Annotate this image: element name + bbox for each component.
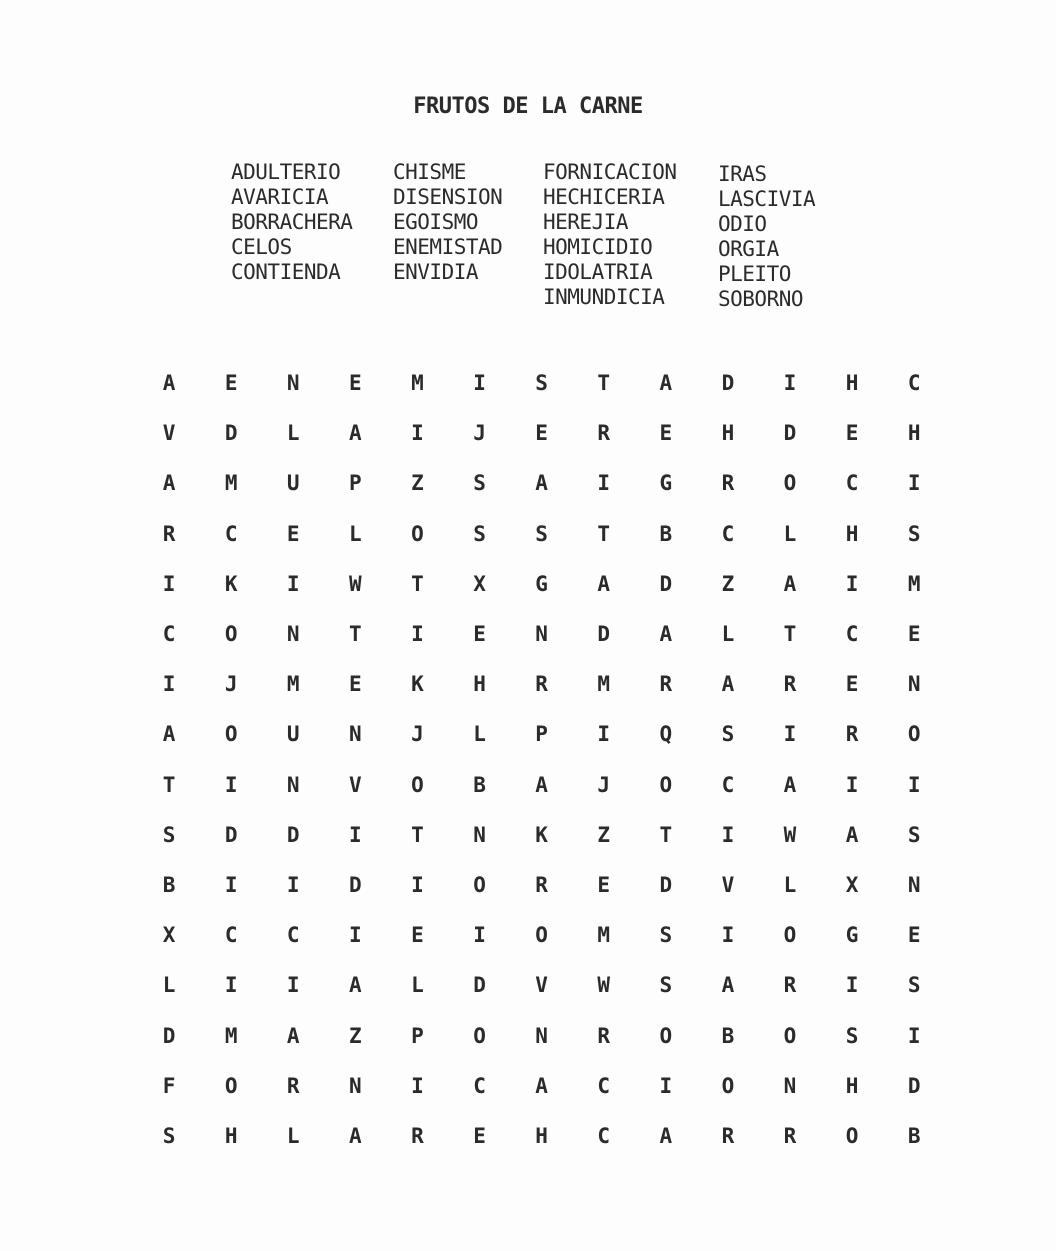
grid-cell: X <box>473 571 486 596</box>
grid-cell: O <box>473 1023 486 1048</box>
grid-cell: L <box>286 421 300 446</box>
grid-cell: O <box>845 1123 859 1148</box>
grid-cell: I <box>286 973 300 998</box>
grid-cell: S <box>845 1023 859 1048</box>
word-item: IDOLATRIA <box>543 260 653 284</box>
grid-cell: I <box>473 923 486 948</box>
grid-cell: C <box>224 521 238 546</box>
grid-cell: M <box>224 471 238 496</box>
grid-cell: S <box>659 973 673 998</box>
grid-cell: O <box>907 722 921 747</box>
word-item: ORGIA <box>718 237 779 261</box>
grid-cell: N <box>473 822 486 847</box>
word-item: LASCIVIA <box>718 187 816 211</box>
grid-cell: I <box>162 672 176 697</box>
grid-cell: J <box>224 672 238 697</box>
grid-cell: S <box>721 722 735 747</box>
grid-cell: E <box>473 622 486 647</box>
grid-cell: I <box>659 1073 673 1098</box>
word-item: BORRACHERA <box>231 210 353 234</box>
grid-cell: T <box>783 622 797 647</box>
grid-cell: D <box>349 872 362 897</box>
grid-cell: U <box>286 722 300 747</box>
grid-cell: N <box>535 622 548 647</box>
grid-cell: A <box>535 471 548 496</box>
grid-cell: G <box>845 923 859 948</box>
grid-cell: M <box>286 672 300 697</box>
grid-cell: I <box>597 722 611 747</box>
grid-cell: I <box>224 973 238 998</box>
grid-cell: V <box>721 872 735 897</box>
grid-cell: R <box>659 672 673 697</box>
grid-cell: H <box>845 1073 859 1098</box>
grid-cell: D <box>286 822 300 847</box>
grid-cell: I <box>907 772 921 797</box>
grid-cell: K <box>535 822 548 847</box>
grid-cell: S <box>907 521 921 546</box>
grid-row <box>138 408 948 458</box>
grid-cell: B <box>907 1123 921 1148</box>
grid-cell: E <box>659 421 673 446</box>
grid-cell: C <box>162 622 176 647</box>
grid-cell: L <box>349 521 362 546</box>
word-item: CELOS <box>231 235 292 259</box>
grid-cell: A <box>659 622 673 647</box>
page-title: FRUTOS DE LA CARNE <box>413 94 643 119</box>
grid-cell: I <box>286 571 300 596</box>
word-item: CONTIENDA <box>231 260 341 284</box>
grid-cell: A <box>535 772 548 797</box>
grid-row <box>138 960 948 1010</box>
grid-cell: R <box>535 872 548 897</box>
grid-cell: S <box>162 1123 176 1148</box>
grid-cell: F <box>162 1073 176 1098</box>
grid-cell: A <box>349 1123 362 1148</box>
word-column-1 <box>231 160 352 285</box>
grid-cell: O <box>473 872 486 897</box>
grid-cell: H <box>845 521 859 546</box>
grid-cell: I <box>783 371 797 396</box>
grid-cell: L <box>162 973 176 998</box>
word-column-4 <box>718 162 815 312</box>
grid-cell: E <box>349 371 362 396</box>
grid-cell: I <box>721 923 735 948</box>
grid-row <box>138 910 948 960</box>
grid-row <box>138 1061 948 1111</box>
grid-cell: A <box>535 1073 548 1098</box>
grid-cell: X <box>162 923 176 948</box>
word-item: ADULTERIO <box>231 160 341 184</box>
grid-cell: C <box>907 371 921 396</box>
grid-cell: M <box>597 672 611 697</box>
grid-cell: E <box>907 923 921 948</box>
grid-cell: W <box>597 973 611 998</box>
grid-cell: N <box>286 622 300 647</box>
word-item: SOBORNO <box>718 287 804 311</box>
grid-cell: M <box>224 1023 238 1048</box>
grid-cell: C <box>845 622 859 647</box>
grid-cell: O <box>721 1073 735 1098</box>
grid-cell: A <box>721 973 735 998</box>
grid-cell: U <box>286 471 300 496</box>
word-list <box>0 160 1056 330</box>
grid-cell: K <box>411 672 424 697</box>
grid-cell: A <box>659 371 673 396</box>
grid-cell: G <box>535 571 548 596</box>
grid-cell: R <box>845 722 859 747</box>
grid-cell: C <box>224 923 238 948</box>
grid-cell: C <box>721 772 735 797</box>
grid-cell: R <box>783 672 797 697</box>
word-item: HEREJIA <box>543 210 629 234</box>
grid-cell: J <box>597 772 611 797</box>
word-item: HOMICIDIO <box>543 235 653 259</box>
grid-cell: R <box>597 421 611 446</box>
grid-cell: H <box>473 672 486 697</box>
grid-cell: Z <box>721 571 735 596</box>
grid-cell: D <box>721 371 735 396</box>
grid-cell: D <box>597 622 611 647</box>
grid-cell: E <box>349 672 362 697</box>
grid-cell: R <box>162 521 176 546</box>
grid-cell: N <box>286 772 300 797</box>
grid-cell: V <box>535 973 548 998</box>
word-column-2 <box>393 160 502 285</box>
grid-cell: D <box>473 973 486 998</box>
grid-cell: I <box>845 571 859 596</box>
grid-cell: R <box>286 1073 300 1098</box>
grid-cell: L <box>286 1123 300 1148</box>
grid-cell: D <box>783 421 797 446</box>
grid-cell: R <box>783 973 797 998</box>
grid-row <box>138 659 948 709</box>
grid-cell: A <box>286 1023 300 1048</box>
grid-cell: E <box>845 421 859 446</box>
grid-cell: O <box>224 722 238 747</box>
grid-cell: Q <box>659 722 673 747</box>
grid-cell: I <box>411 872 424 897</box>
grid-cell: O <box>783 923 797 948</box>
grid-row <box>138 458 948 508</box>
grid-cell: I <box>286 872 300 897</box>
grid-cell: C <box>597 1073 611 1098</box>
grid-cell: R <box>783 1123 797 1148</box>
grid-cell: I <box>349 822 362 847</box>
grid-cell: A <box>349 421 362 446</box>
grid-cell: I <box>411 1073 424 1098</box>
grid-cell: C <box>721 521 735 546</box>
grid-cell: I <box>907 471 921 496</box>
grid-cell: S <box>473 471 486 496</box>
grid-cell: L <box>721 622 735 647</box>
letter-grid <box>138 358 948 1161</box>
word-column-3 <box>543 160 677 310</box>
grid-cell: E <box>535 421 548 446</box>
grid-cell: S <box>162 822 176 847</box>
grid-cell: H <box>845 371 859 396</box>
word-item: EGOISMO <box>393 210 479 234</box>
grid-cell: O <box>535 923 548 948</box>
grid-cell: I <box>783 722 797 747</box>
grid-cell: O <box>659 1023 673 1048</box>
grid-cell: P <box>349 471 362 496</box>
grid-cell: H <box>907 421 921 446</box>
grid-cell: V <box>162 421 176 446</box>
word-item: FORNICACION <box>543 160 677 184</box>
grid-cell: E <box>224 371 238 396</box>
grid-row <box>138 810 948 860</box>
grid-cell: I <box>721 822 735 847</box>
grid-cell: T <box>597 521 611 546</box>
grid-cell: I <box>162 571 176 596</box>
grid-row <box>138 1010 948 1060</box>
grid-cell: A <box>162 471 176 496</box>
grid-cell: N <box>286 371 300 396</box>
grid-cell: A <box>162 371 176 396</box>
grid-cell: X <box>845 872 859 897</box>
grid-cell: O <box>659 772 673 797</box>
grid-cell: J <box>411 722 424 747</box>
grid-cell: D <box>659 872 673 897</box>
grid-cell: D <box>162 1023 176 1048</box>
grid-cell: M <box>907 571 921 596</box>
grid-cell: R <box>411 1123 424 1148</box>
grid-cell: O <box>224 622 238 647</box>
grid-cell: A <box>721 672 735 697</box>
grid-cell: M <box>597 923 611 948</box>
grid-cell: N <box>535 1023 548 1048</box>
grid-cell: I <box>411 622 424 647</box>
word-item: IRAS <box>718 162 767 186</box>
grid-cell: E <box>411 923 424 948</box>
grid-cell: T <box>349 622 362 647</box>
grid-cell: L <box>473 722 486 747</box>
grid-cell: N <box>907 672 921 697</box>
grid-cell: W <box>349 571 362 596</box>
grid-cell: M <box>411 371 424 396</box>
grid-cell: T <box>659 822 673 847</box>
grid-cell: O <box>783 1023 797 1048</box>
grid-cell: T <box>162 772 176 797</box>
grid-cell: Z <box>597 822 611 847</box>
grid-cell: B <box>162 872 176 897</box>
grid-cell: S <box>659 923 673 948</box>
grid-row <box>138 609 948 659</box>
grid-cell: E <box>597 872 611 897</box>
grid-cell: H <box>721 421 735 446</box>
grid-cell: B <box>473 772 486 797</box>
grid-cell: A <box>783 571 797 596</box>
grid-cell: R <box>535 672 548 697</box>
grid-row <box>138 709 948 759</box>
grid-cell: L <box>411 973 424 998</box>
grid-cell: N <box>349 1073 362 1098</box>
word-item: DISENSION <box>393 185 503 209</box>
grid-cell: A <box>659 1123 673 1148</box>
grid-cell: A <box>845 822 859 847</box>
grid-cell: I <box>473 371 486 396</box>
grid-cell: D <box>224 421 238 446</box>
grid-cell: T <box>597 371 611 396</box>
grid-cell: S <box>473 521 486 546</box>
grid-cell: J <box>473 421 486 446</box>
grid-cell: C <box>473 1073 486 1098</box>
grid-cell: E <box>473 1123 486 1148</box>
grid-cell: L <box>783 872 797 897</box>
grid-cell: R <box>721 1123 735 1148</box>
grid-cell: R <box>597 1023 611 1048</box>
grid-cell: I <box>224 872 238 897</box>
grid-cell: N <box>783 1073 797 1098</box>
grid-cell: G <box>659 471 673 496</box>
grid-cell: L <box>783 521 797 546</box>
grid-cell: D <box>224 822 238 847</box>
grid-cell: T <box>411 571 424 596</box>
grid-cell: A <box>597 571 611 596</box>
grid-cell: H <box>535 1123 548 1148</box>
grid-cell: N <box>349 722 362 747</box>
grid-row <box>138 358 948 408</box>
grid-cell: N <box>907 872 921 897</box>
grid-row <box>138 760 948 810</box>
grid-cell: D <box>907 1073 921 1098</box>
grid-row <box>138 860 948 910</box>
grid-cell: A <box>349 973 362 998</box>
grid-cell: C <box>845 471 859 496</box>
grid-cell: A <box>162 722 176 747</box>
grid-cell: B <box>721 1023 735 1048</box>
word-item: ODIO <box>718 212 767 236</box>
grid-row <box>138 559 948 609</box>
grid-cell: S <box>907 973 921 998</box>
grid-cell: V <box>349 772 362 797</box>
grid-cell: I <box>224 772 238 797</box>
grid-cell: S <box>535 371 548 396</box>
grid-cell: I <box>845 973 859 998</box>
grid-cell: W <box>783 822 797 847</box>
word-item: AVARICIA <box>231 185 329 209</box>
grid-cell: Z <box>411 471 424 496</box>
grid-cell: S <box>907 822 921 847</box>
grid-row <box>138 509 948 559</box>
grid-cell: P <box>535 722 548 747</box>
grid-cell: T <box>411 822 424 847</box>
grid-cell: E <box>907 622 921 647</box>
grid-cell: I <box>597 471 611 496</box>
word-item: ENEMISTAD <box>393 235 503 259</box>
grid-cell: P <box>411 1023 424 1048</box>
word-item: INMUNDICIA <box>543 285 665 309</box>
grid-cell: A <box>783 772 797 797</box>
grid-cell: C <box>286 923 300 948</box>
grid-cell: O <box>411 772 424 797</box>
grid-cell: O <box>224 1073 238 1098</box>
grid-cell: I <box>907 1023 921 1048</box>
grid-cell: O <box>783 471 797 496</box>
grid-cell: H <box>224 1123 238 1148</box>
grid-cell: E <box>286 521 300 546</box>
grid-cell: I <box>411 421 424 446</box>
grid-cell: K <box>224 571 238 596</box>
word-item: CHISME <box>393 160 466 184</box>
grid-cell: Z <box>349 1023 362 1048</box>
grid-cell: B <box>659 521 673 546</box>
grid-cell: I <box>845 772 859 797</box>
grid-cell: D <box>659 571 673 596</box>
grid-cell: C <box>597 1123 611 1148</box>
grid-cell: E <box>845 672 859 697</box>
word-item: HECHICERIA <box>543 185 665 209</box>
word-item: ENVIDIA <box>393 260 479 284</box>
word-item: PLEITO <box>718 262 791 286</box>
grid-cell: I <box>349 923 362 948</box>
grid-cell: S <box>535 521 548 546</box>
grid-cell: R <box>721 471 735 496</box>
grid-cell: O <box>411 521 424 546</box>
grid-row <box>138 1111 948 1161</box>
